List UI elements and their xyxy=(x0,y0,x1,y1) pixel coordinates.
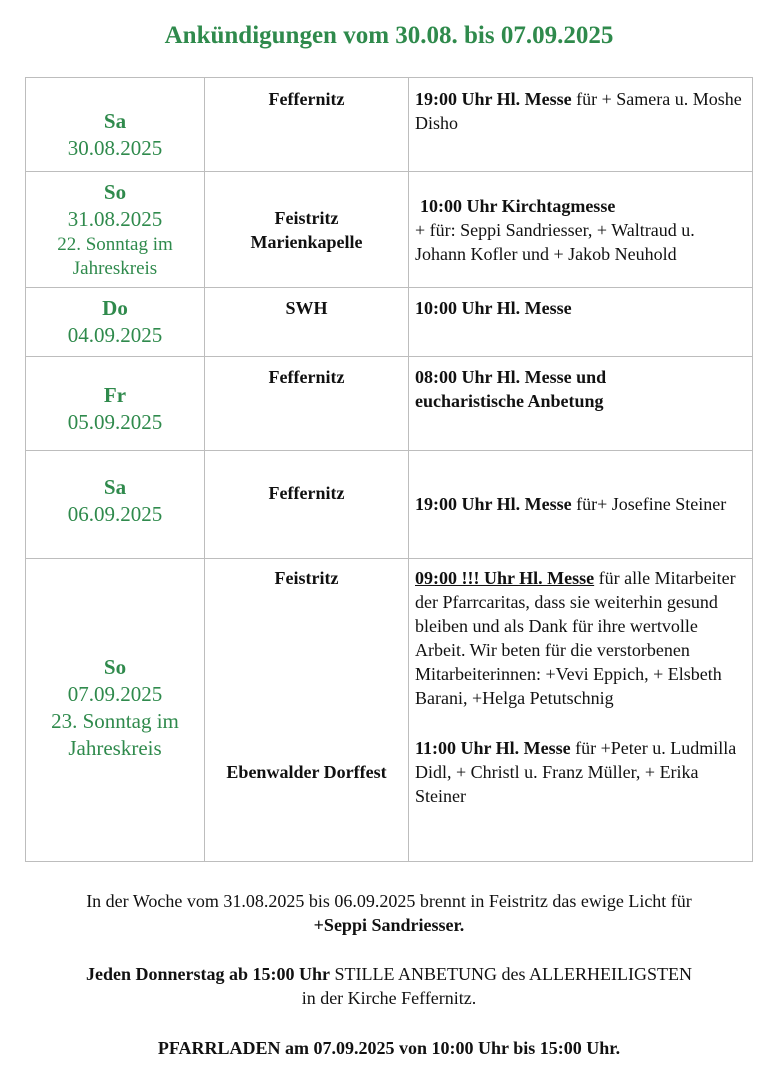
location: Feistritz xyxy=(274,568,339,588)
date: 07.09.2025 xyxy=(67,682,163,706)
location-cell xyxy=(205,172,409,288)
adoration-text: STILLE ANBETUNG des ALLERHEILIGSTEN xyxy=(330,964,692,984)
location-cell xyxy=(205,559,409,862)
event-details: + für: Seppi Sandriesser, + Waltraud u. Johann Kofler und + Jakob Neuhold xyxy=(415,219,695,264)
liturgical-day: 22. Sonntag im Jahreskreis xyxy=(57,233,173,279)
table-row xyxy=(26,451,753,559)
location-detail: Marienkapelle xyxy=(250,231,363,252)
date-cell xyxy=(26,288,205,357)
weekday: Sa xyxy=(103,474,127,499)
event-details: für+ Josefine Steiner xyxy=(571,493,727,514)
event-title: 11:00 Uhr Hl. Messe xyxy=(415,738,571,758)
notice-text: In der Woche vom 31.08.2025 bis 06.09.2025 brennt in Feistritz das ewige Licht für xyxy=(86,891,692,911)
date: 31.08.2025 xyxy=(67,206,163,231)
table-row xyxy=(26,172,753,288)
date: 06.09.2025 xyxy=(67,501,163,526)
date-cell xyxy=(26,451,205,559)
event-title: 19:00 Uhr Hl. Messe xyxy=(415,493,572,514)
location: Feffernitz xyxy=(268,89,345,109)
location-cell xyxy=(205,288,409,357)
event-details: für alle Mitarbeiter der Pfarrcaritas, dass sie weiterhin gesund bleiben und als Dank für ihre wertvolle Arbeit. Wir beten für die verstorbenen Mitarbeiterinnen: +Vevi Eppich, + Elsbeth Barani, +Helga Petutschnig xyxy=(415,568,736,708)
event-title: 08:00 Uhr Hl. Messe und eucharistische Anbetung xyxy=(415,367,607,411)
page-title: Ankündigungen vom 30.08. bis 07.09.2025 xyxy=(164,22,614,49)
weekday: So xyxy=(103,179,127,204)
location-cell xyxy=(205,78,409,172)
weekday: Do xyxy=(102,296,128,320)
event-title: 19:00 Uhr Hl. Messe xyxy=(415,89,572,109)
date: 04.09.2025 xyxy=(67,323,163,347)
liturgical-day: 23. Sonntag im Jahreskreis xyxy=(51,709,179,760)
event-title: 10:00 Uhr Kirchtagmesse xyxy=(420,195,616,216)
location: Feffernitz xyxy=(268,367,345,387)
location: Feistritz xyxy=(274,207,339,228)
event-details: für +Peter u. Ludmilla Didl, + Christl u. Franz Müller, + Erika Steiner xyxy=(415,738,737,806)
event-cell xyxy=(409,288,753,357)
weekday: Fr xyxy=(103,382,127,407)
adoration-time: Jeden Donnerstag ab 15:00 Uhr xyxy=(86,964,331,984)
location: Feffernitz xyxy=(268,482,345,503)
date-cell xyxy=(26,357,205,451)
notice-name: +Seppi Sandriesser. xyxy=(313,915,465,935)
table-row xyxy=(26,288,753,357)
event-cell xyxy=(409,559,753,862)
table-row xyxy=(26,559,753,862)
event-details: für + Samera u. Moshe Disho xyxy=(415,89,742,133)
table-row xyxy=(26,357,753,451)
location: Ebenwalder Dorffest xyxy=(226,762,387,782)
eternal-light-notice xyxy=(0,889,778,937)
table-row xyxy=(26,78,753,172)
event-title: 10:00 Uhr Hl. Messe xyxy=(415,298,572,318)
date: 30.08.2025 xyxy=(67,135,163,160)
adoration-notice xyxy=(0,962,778,1010)
event-cell xyxy=(409,357,753,451)
date-cell xyxy=(26,78,205,172)
event-cell xyxy=(409,451,753,559)
weekday: Sa xyxy=(103,108,127,133)
schedule-table xyxy=(25,77,753,862)
weekday: So xyxy=(103,655,127,679)
date-cell xyxy=(26,172,205,288)
location-cell xyxy=(205,357,409,451)
date-cell xyxy=(26,559,205,862)
location-cell xyxy=(205,451,409,559)
adoration-place: in der Kirche Feffernitz. xyxy=(301,988,477,1008)
event-title: 09:00 !!! Uhr Hl. Messe xyxy=(415,568,595,588)
location: SWH xyxy=(285,298,328,318)
date: 05.09.2025 xyxy=(67,409,163,434)
shop-notice: PFARRLADEN am 07.09.2025 von 10:00 Uhr bis 15:00 Uhr. xyxy=(157,1038,621,1058)
event-cell xyxy=(409,172,753,288)
event-cell xyxy=(409,78,753,172)
